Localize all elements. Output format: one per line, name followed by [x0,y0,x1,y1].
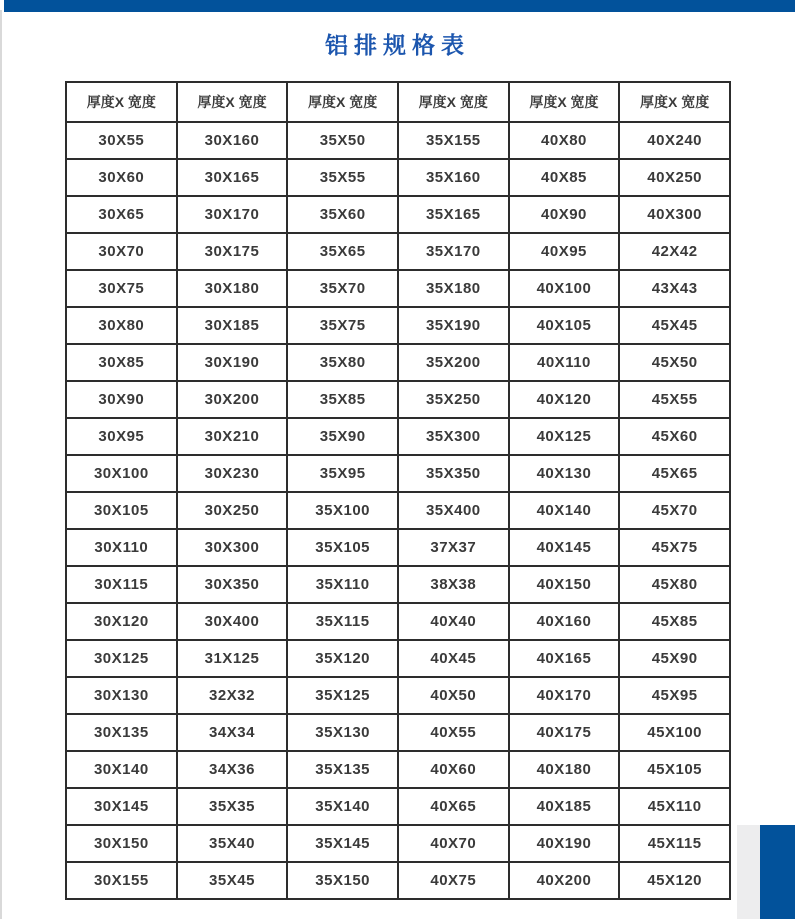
spec-table [65,81,731,900]
spec-cell: 45X55 [619,381,730,418]
spec-table-head [66,82,730,122]
column-header: 厚度X 宽度 [177,82,288,122]
spec-cell: 35X200 [398,344,509,381]
spec-cell: 30X350 [177,566,288,603]
spec-cell: 40X40 [398,603,509,640]
header-row [66,82,730,122]
spec-cell: 35X35 [177,788,288,825]
spec-cell: 35X115 [287,603,398,640]
spec-cell: 40X150 [509,566,620,603]
bottom-right-gray-block [737,825,760,919]
spec-cell: 40X85 [509,159,620,196]
spec-table-body [66,122,730,899]
spec-cell: 45X115 [619,825,730,862]
spec-cell: 45X100 [619,714,730,751]
spec-cell: 30X185 [177,307,288,344]
spec-cell: 30X60 [66,159,177,196]
spec-cell: 45X65 [619,455,730,492]
table-row [66,566,730,603]
spec-cell: 35X160 [398,159,509,196]
spec-cell: 35X120 [287,640,398,677]
spec-cell: 35X180 [398,270,509,307]
spec-cell: 30X250 [177,492,288,529]
spec-cell: 45X45 [619,307,730,344]
table-row [66,455,730,492]
table-row [66,307,730,344]
spec-cell: 30X190 [177,344,288,381]
spec-cell: 40X190 [509,825,620,862]
spec-cell: 40X80 [509,122,620,159]
spec-cell: 35X250 [398,381,509,418]
spec-cell: 35X85 [287,381,398,418]
table-row [66,603,730,640]
spec-cell: 45X80 [619,566,730,603]
spec-cell: 35X50 [287,122,398,159]
spec-cell: 30X55 [66,122,177,159]
spec-cell: 30X120 [66,603,177,640]
spec-cell: 40X250 [619,159,730,196]
spec-cell: 30X165 [177,159,288,196]
spec-cell: 35X130 [287,714,398,751]
spec-cell: 40X240 [619,122,730,159]
spec-cell: 35X95 [287,455,398,492]
spec-cell: 35X70 [287,270,398,307]
spec-cell: 40X300 [619,196,730,233]
spec-cell: 38X38 [398,566,509,603]
spec-cell: 30X200 [177,381,288,418]
bottom-right-blue-block [760,825,795,919]
spec-cell: 35X65 [287,233,398,270]
table-row [66,492,730,529]
spec-cell: 40X45 [398,640,509,677]
spec-cell: 40X165 [509,640,620,677]
table-row [66,825,730,862]
table-row [66,714,730,751]
spec-cell: 35X90 [287,418,398,455]
spec-cell: 35X145 [287,825,398,862]
spec-cell: 30X115 [66,566,177,603]
spec-cell: 30X150 [66,825,177,862]
spec-cell: 30X170 [177,196,288,233]
spec-cell: 45X110 [619,788,730,825]
spec-cell: 45X90 [619,640,730,677]
spec-cell: 35X150 [287,862,398,899]
spec-cell: 45X75 [619,529,730,566]
spec-cell: 45X60 [619,418,730,455]
spec-cell: 30X160 [177,122,288,159]
spec-cell: 40X95 [509,233,620,270]
spec-cell: 30X140 [66,751,177,788]
spec-cell: 45X50 [619,344,730,381]
spec-cell: 35X45 [177,862,288,899]
spec-cell: 40X140 [509,492,620,529]
spec-cell: 35X400 [398,492,509,529]
spec-cell: 35X155 [398,122,509,159]
spec-cell: 40X200 [509,862,620,899]
table-row [66,418,730,455]
table-row [66,788,730,825]
spec-cell: 40X55 [398,714,509,751]
spec-cell: 30X95 [66,418,177,455]
spec-cell: 35X105 [287,529,398,566]
spec-cell: 40X110 [509,344,620,381]
spec-cell: 32X32 [177,677,288,714]
spec-cell: 30X100 [66,455,177,492]
column-header: 厚度X 宽度 [398,82,509,122]
spec-cell: 45X95 [619,677,730,714]
spec-cell: 35X75 [287,307,398,344]
spec-cell: 45X85 [619,603,730,640]
spec-cell: 35X40 [177,825,288,862]
spec-cell: 40X175 [509,714,620,751]
spec-cell: 30X65 [66,196,177,233]
table-row [66,677,730,714]
spec-cell: 30X230 [177,455,288,492]
spec-cell: 40X145 [509,529,620,566]
spec-cell: 40X105 [509,307,620,344]
spec-cell: 35X170 [398,233,509,270]
spec-cell: 45X105 [619,751,730,788]
spec-cell: 30X135 [66,714,177,751]
spec-cell: 30X400 [177,603,288,640]
spec-cell: 34X36 [177,751,288,788]
spec-cell: 30X300 [177,529,288,566]
column-header: 厚度X 宽度 [619,82,730,122]
spec-cell: 43X43 [619,270,730,307]
spec-cell: 40X180 [509,751,620,788]
spec-cell: 40X170 [509,677,620,714]
spec-cell: 30X125 [66,640,177,677]
table-row [66,751,730,788]
spec-cell: 40X120 [509,381,620,418]
spec-cell: 30X180 [177,270,288,307]
spec-cell: 35X110 [287,566,398,603]
spec-cell: 42X42 [619,233,730,270]
spec-cell: 40X160 [509,603,620,640]
spec-cell: 40X125 [509,418,620,455]
left-edge-strip [0,10,2,919]
spec-cell: 30X75 [66,270,177,307]
spec-cell: 30X210 [177,418,288,455]
table-row [66,270,730,307]
spec-cell: 40X130 [509,455,620,492]
spec-cell: 35X55 [287,159,398,196]
spec-cell: 30X130 [66,677,177,714]
spec-cell: 35X165 [398,196,509,233]
table-row [66,529,730,566]
spec-cell: 40X75 [398,862,509,899]
spec-cell: 35X190 [398,307,509,344]
table-row [66,233,730,270]
spec-cell: 31X125 [177,640,288,677]
spec-cell: 35X300 [398,418,509,455]
spec-cell: 40X50 [398,677,509,714]
table-row [66,640,730,677]
spec-cell: 37X37 [398,529,509,566]
table-row [66,122,730,159]
table-row [66,381,730,418]
top-accent-bar [4,0,795,12]
spec-cell: 35X350 [398,455,509,492]
spec-cell: 45X120 [619,862,730,899]
spec-cell: 30X155 [66,862,177,899]
table-row [66,344,730,381]
spec-cell: 35X60 [287,196,398,233]
spec-cell: 40X70 [398,825,509,862]
spec-cell: 30X80 [66,307,177,344]
spec-cell: 40X185 [509,788,620,825]
spec-cell: 34X34 [177,714,288,751]
spec-cell: 30X105 [66,492,177,529]
spec-cell: 35X80 [287,344,398,381]
spec-cell: 35X135 [287,751,398,788]
spec-cell: 30X145 [66,788,177,825]
spec-cell: 30X110 [66,529,177,566]
table-row [66,196,730,233]
spec-cell: 30X70 [66,233,177,270]
spec-cell: 40X60 [398,751,509,788]
spec-cell: 30X175 [177,233,288,270]
column-header: 厚度X 宽度 [287,82,398,122]
table-row [66,159,730,196]
spec-cell: 40X100 [509,270,620,307]
spec-cell: 40X65 [398,788,509,825]
spec-cell: 35X140 [287,788,398,825]
spec-cell: 35X125 [287,677,398,714]
spec-cell: 30X90 [66,381,177,418]
spec-cell: 30X85 [66,344,177,381]
page-title: 铝排规格表 [325,32,470,58]
column-header: 厚度X 宽度 [509,82,620,122]
spec-cell: 45X70 [619,492,730,529]
spec-cell: 40X90 [509,196,620,233]
table-row [66,862,730,899]
spec-cell: 35X100 [287,492,398,529]
column-header: 厚度X 宽度 [66,82,177,122]
